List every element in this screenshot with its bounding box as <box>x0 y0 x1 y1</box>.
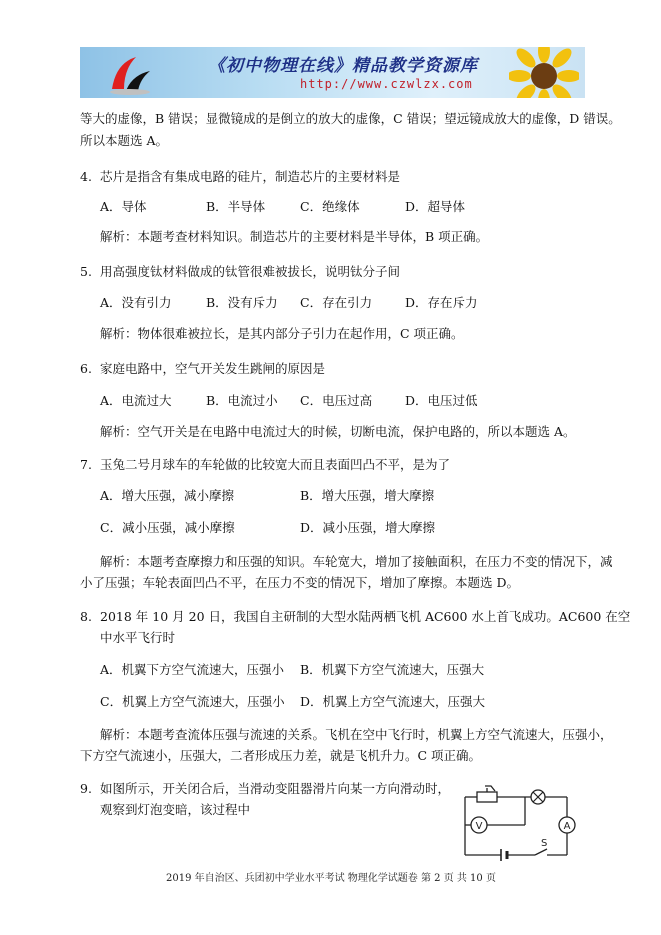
q7-stem: 玉兔二号月球车的车轮做的比较宽大而且表面凹凸不平，是为了 <box>100 457 451 472</box>
q6-number: 6. <box>80 361 92 376</box>
q5-stem: 用高强度钛材料做成的钛管很难被拔长，说明钛分子间 <box>100 264 401 279</box>
q6-option-b[interactable]: B．电流过小 <box>206 393 278 408</box>
q7-number: 7. <box>80 457 92 472</box>
q4-option-a[interactable]: A．导体 <box>100 199 147 214</box>
q5-analysis: 解析：物体很难被拉长，是其内部分子引力在起作用，C 项正确。 <box>100 326 464 341</box>
q6-stem: 家庭电路中，空气开关发生跳闸的原因是 <box>100 361 326 376</box>
q4-option-d[interactable]: D．超导体 <box>405 199 466 214</box>
intro-line-2: 所以本题选 A。 <box>80 133 169 148</box>
q5-option-d[interactable]: D．存在斥力 <box>405 295 478 310</box>
q8-number: 8. <box>80 609 92 624</box>
q8-option-b[interactable]: B．机翼下方空气流速大，压强大 <box>300 662 485 677</box>
rheostat-icon <box>477 792 497 802</box>
q5-number: 5. <box>80 264 92 279</box>
svg-text:A: A <box>563 821 571 832</box>
q4-number: 4. <box>80 169 92 184</box>
q9-number: 9. <box>80 781 92 796</box>
lamp-icon <box>531 790 545 804</box>
q8-option-c[interactable]: C．机翼上方空气流速大，压强小 <box>100 694 285 709</box>
q8-option-d[interactable]: D．机翼上方空气流速大，压强大 <box>300 694 486 709</box>
banner-url[interactable]: http://www.czwlzx.com <box>300 77 473 91</box>
sunflower-icon <box>509 47 579 98</box>
q4-option-c[interactable]: C．绝缘体 <box>300 199 360 214</box>
q9-stem-2: 观察到灯泡变暗，该过程中 <box>100 802 251 817</box>
q5-option-b[interactable]: B．没有斥力 <box>206 295 278 310</box>
q8-stem-1: 2018 年 10 月 20 日，我国自主研制的大型水陆两栖飞机 AC600 水上首飞成功。AC600 在空 <box>100 609 631 624</box>
q5-option-c[interactable]: C．存在引力 <box>300 295 373 310</box>
q7-analysis-2: 小了压强；车轮表面凹凸不平，在压力不变的情况下，增加了摩擦。本题选 D。 <box>80 575 519 590</box>
header-banner <box>80 47 585 98</box>
q7-analysis-1: 解析：本题考查摩擦力和压强的知识。车轮宽大，增加了接触面积，在压力不变的情况下，减 <box>100 554 613 569</box>
q6-analysis: 解析：空气开关是在电路中电流过大的时候，切断电流，保护电路的，所以本题选 A。 <box>100 424 576 439</box>
q8-analysis-1: 解析：本题考查流体压强与流速的关系。飞机在空中飞行时，机翼上方空气流速大，压强小， <box>100 727 613 742</box>
circuit-diagram <box>455 785 585 863</box>
q9-stem-1: 如图所示，开关闭合后，当滑动变阻器滑片向某一方向滑动时， <box>100 781 451 796</box>
q4-analysis: 解析：本题考查材料知识。制造芯片的主要材料是半导体，B 项正确。 <box>100 229 489 244</box>
svg-text:V: V <box>475 821 483 832</box>
q8-stem-2: 中水平飞行时 <box>100 630 176 645</box>
q7-option-b[interactable]: B．增大压强，增大摩擦 <box>300 488 435 503</box>
intro-line-1: 等大的虚像，B 错误；显微镜成的是倒立的放大的虚像，C 错误；望远镜成放大的虚像，D 错误。 <box>80 111 621 126</box>
q7-option-d[interactable]: D．减小压强，增大摩擦 <box>300 520 436 535</box>
q6-option-c[interactable]: C．电压过高 <box>300 393 373 408</box>
q4-option-b[interactable]: B．半导体 <box>206 199 266 214</box>
q8-analysis-2: 下方空气流速小，压强大，二者形成压力差，就是飞机升力。C 项正确。 <box>80 748 482 763</box>
q7-option-c[interactable]: C．减小压强，减小摩擦 <box>100 520 235 535</box>
switch-label: S <box>541 838 548 849</box>
q8-option-a[interactable]: A．机翼下方空气流速大，压强小 <box>100 662 285 677</box>
q5-option-a[interactable]: A．没有引力 <box>100 295 172 310</box>
q6-option-a[interactable]: A．电流过大 <box>100 393 172 408</box>
q7-option-a[interactable]: A．增大压强，减小摩擦 <box>100 488 235 503</box>
banner-title: 《初中物理在线》精品教学资源库 <box>208 56 478 76</box>
ammeter-icon <box>559 817 575 833</box>
page-footer: 2019 年自治区、兵团初中学业水平考试 物理化学试题卷 第 2 页 共 10 页 <box>166 873 496 884</box>
site-logo-icon <box>106 53 154 95</box>
voltmeter-icon <box>471 817 487 833</box>
q6-option-d[interactable]: D．电压过低 <box>405 393 478 408</box>
q4-stem: 芯片是指含有集成电路的硅片，制造芯片的主要材料是 <box>100 169 401 184</box>
